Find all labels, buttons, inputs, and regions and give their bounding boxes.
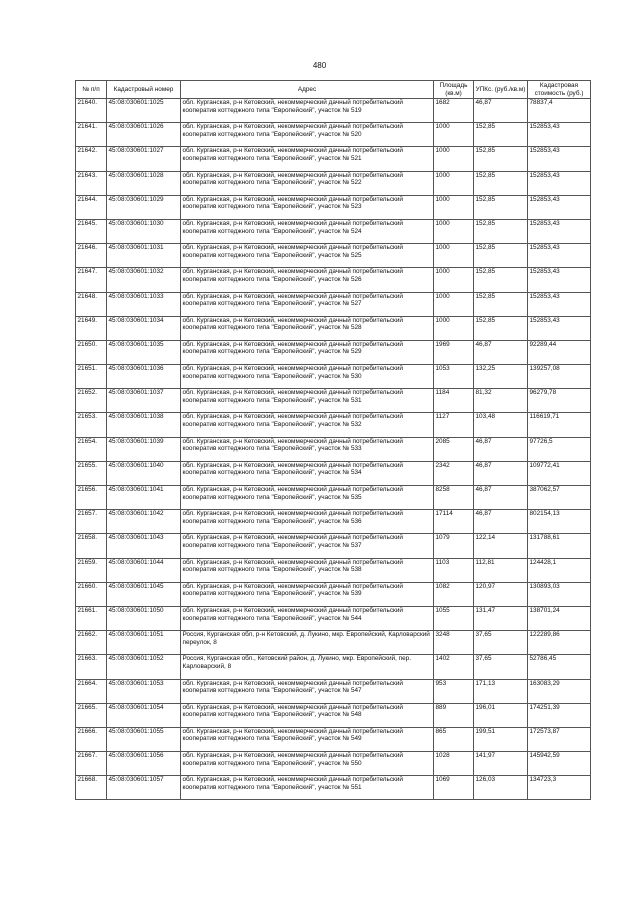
address-cell: обл. Курганская, р-н Кетовский, некоммерческий дачный потребительский кооператив коттеджного типа "Европейский", участок № 531 xyxy=(181,389,434,413)
area-cell: 2085 xyxy=(434,437,474,461)
cadastral-number-cell: 45:08:030601:1026 xyxy=(107,123,181,147)
upks-cell: 132,25 xyxy=(474,365,528,389)
row-number-cell: 21642. xyxy=(76,147,107,171)
upks-cell: 120,97 xyxy=(474,582,528,606)
upks-cell: 46,87 xyxy=(474,510,528,534)
upks-cell: 122,14 xyxy=(474,534,528,558)
header-cadastral-number: Кадастровый номер xyxy=(107,81,181,99)
table-row xyxy=(76,679,591,703)
table-row xyxy=(76,752,591,776)
cadastral-number-cell: 45:08:030601:1031 xyxy=(107,244,181,268)
upks-cell: 141,97 xyxy=(474,752,528,776)
row-number-cell: 21659. xyxy=(76,558,107,582)
row-number-cell: 21640. xyxy=(76,99,107,123)
row-number-cell: 21660. xyxy=(76,582,107,606)
upks-cell: 199,51 xyxy=(474,727,528,751)
address-cell: Россия, Курганская обл, р-н Кетовский, д. Лукино, мкр. Европейский, Карловарский переулок, 8 xyxy=(181,631,434,655)
address-cell: обл. Курганская, р-н Кетовский, некоммерческий дачный потребительский кооператив коттеджного типа "Европейский", участок № 522 xyxy=(181,171,434,195)
cadastral-value-cell: 109772,41 xyxy=(528,461,591,485)
upks-cell: 46,87 xyxy=(474,461,528,485)
area-cell: 1055 xyxy=(434,606,474,630)
cadastral-number-cell: 45:08:030601:1028 xyxy=(107,171,181,195)
table-row xyxy=(76,776,591,800)
cadastral-number-cell: 45:08:030601:1055 xyxy=(107,727,181,751)
address-cell: обл. Курганская, р-н Кетовский, некоммерческий дачный потребительский кооператив коттеджного типа "Европейский", участок № 530 xyxy=(181,365,434,389)
cadastral-number-cell: 45:08:030601:1041 xyxy=(107,486,181,510)
cadastral-value-cell: 152853,43 xyxy=(528,316,591,340)
row-number-cell: 21646. xyxy=(76,244,107,268)
row-number-cell: 21664. xyxy=(76,679,107,703)
area-cell: 1000 xyxy=(434,219,474,243)
cadastral-value-cell: 152853,43 xyxy=(528,171,591,195)
cadastral-value-cell: 124428,1 xyxy=(528,558,591,582)
cadastral-value-cell: 152853,43 xyxy=(528,123,591,147)
area-cell: 865 xyxy=(434,727,474,751)
table-row xyxy=(76,171,591,195)
address-cell: обл. Курганская, р-н Кетовский, некоммерческий дачный потребительский кооператив коттеджного типа "Европейский", участок № 528 xyxy=(181,316,434,340)
cadastral-value-cell: 174251,39 xyxy=(528,703,591,727)
address-cell: обл. Курганская, р-н Кетовский, некоммерческий дачный потребительский кооператив коттеджного типа "Европейский", участок № 535 xyxy=(181,486,434,510)
upks-cell: 112,81 xyxy=(474,558,528,582)
address-cell: обл. Курганская, р-н Кетовский, некоммерческий дачный потребительский кооператив коттеджного типа "Европейский", участок № 532 xyxy=(181,413,434,437)
cadastral-number-cell: 45:08:030601:1034 xyxy=(107,316,181,340)
area-cell: 1082 xyxy=(434,582,474,606)
address-cell: обл. Курганская, р-н Кетовский, некоммерческий дачный потребительский кооператив коттеджного типа "Европейский", участок № 536 xyxy=(181,510,434,534)
cadastral-value-cell: 802154,13 xyxy=(528,510,591,534)
upks-cell: 37,65 xyxy=(474,631,528,655)
cadastral-number-cell: 45:08:030601:1032 xyxy=(107,268,181,292)
table-row xyxy=(76,703,591,727)
row-number-cell: 21653. xyxy=(76,413,107,437)
upks-cell: 46,87 xyxy=(474,99,528,123)
row-number-cell: 21668. xyxy=(76,776,107,800)
row-number-cell: 21644. xyxy=(76,195,107,219)
address-cell: обл. Курганская, р-н Кетовский, некоммерческий дачный потребительский кооператив коттеджного типа "Европейский", участок № 523 xyxy=(181,195,434,219)
cadastral-number-cell: 45:08:030601:1057 xyxy=(107,776,181,800)
table-row xyxy=(76,147,591,171)
row-number-cell: 21658. xyxy=(76,534,107,558)
area-cell: 1682 xyxy=(434,99,474,123)
table-row xyxy=(76,631,591,655)
header-upks: УПКс. (руб./кв.м) xyxy=(474,81,528,99)
area-cell: 1053 xyxy=(434,365,474,389)
cadastral-number-cell: 45:08:030601:1045 xyxy=(107,582,181,606)
table-row xyxy=(76,195,591,219)
address-cell: обл. Курганская, р-н Кетовский, некоммерческий дачный потребительский кооператив коттеджного типа "Европейский", участок № 538 xyxy=(181,558,434,582)
area-cell: 1184 xyxy=(434,389,474,413)
area-cell: 8258 xyxy=(434,486,474,510)
upks-cell: 81,32 xyxy=(474,389,528,413)
address-cell: обл. Курганская, р-н Кетовский, некоммерческий дачный потребительский кооператив коттеджного типа "Европейский", участок № 549 xyxy=(181,727,434,751)
row-number-cell: 21654. xyxy=(76,437,107,461)
cadastral-value-cell: 172573,87 xyxy=(528,727,591,751)
cadastral-value-cell: 152853,43 xyxy=(528,292,591,316)
cadastral-number-cell: 45:08:030601:1043 xyxy=(107,534,181,558)
cadastral-number-cell: 45:08:030601:1036 xyxy=(107,365,181,389)
address-cell: обл. Курганская, р-н Кетовский, некоммерческий дачный потребительский кооператив коттеджного типа "Европейский", участок № 529 xyxy=(181,340,434,364)
area-cell: 17114 xyxy=(434,510,474,534)
area-cell: 1127 xyxy=(434,413,474,437)
address-cell: обл. Курганская, р-н Кетовский, некоммерческий дачный потребительский кооператив коттеджного типа "Европейский", участок № 526 xyxy=(181,268,434,292)
cadastral-value-cell: 152853,43 xyxy=(528,219,591,243)
page-number: 480 xyxy=(312,61,327,70)
upks-cell: 152,85 xyxy=(474,219,528,243)
row-number-cell: 21651. xyxy=(76,365,107,389)
address-cell: обл. Курганская, р-н Кетовский, некоммерческий дачный потребительский кооператив коттеджного типа "Европейский", участок № 537 xyxy=(181,534,434,558)
header-area: Площадь (кв.м) xyxy=(434,81,474,99)
area-cell: 1000 xyxy=(434,244,474,268)
area-cell: 1000 xyxy=(434,316,474,340)
table-row xyxy=(76,99,591,123)
area-cell: 1000 xyxy=(434,195,474,219)
row-number-cell: 21663. xyxy=(76,655,107,679)
upks-cell: 46,87 xyxy=(474,486,528,510)
cadastral-value-cell: 139257,08 xyxy=(528,365,591,389)
cadastral-number-cell: 45:08:030601:1056 xyxy=(107,752,181,776)
cadastral-number-cell: 45:08:030601:1053 xyxy=(107,679,181,703)
cadastral-value-cell: 145942,59 xyxy=(528,752,591,776)
upks-cell: 152,85 xyxy=(474,268,528,292)
address-cell: обл. Курганская, р-н Кетовский, некоммерческий дачный потребительский кооператив коттеджного типа "Европейский", участок № 548 xyxy=(181,703,434,727)
area-cell: 1969 xyxy=(434,340,474,364)
area-cell: 1000 xyxy=(434,123,474,147)
table-row xyxy=(76,534,591,558)
cadastral-value-cell: 131788,61 xyxy=(528,534,591,558)
area-cell: 889 xyxy=(434,703,474,727)
cadastral-number-cell: 45:08:030601:1054 xyxy=(107,703,181,727)
row-number-cell: 21643. xyxy=(76,171,107,195)
upks-cell: 37,65 xyxy=(474,655,528,679)
cadastral-value-cell: 96279,78 xyxy=(528,389,591,413)
address-cell: обл. Курганская, р-н Кетовский, некоммерческий дачный потребительский кооператив коттеджного типа "Европейский", участок № 550 xyxy=(181,752,434,776)
cadastral-number-cell: 45:08:030601:1051 xyxy=(107,631,181,655)
upks-cell: 152,85 xyxy=(474,244,528,268)
table-row xyxy=(76,123,591,147)
table-row xyxy=(76,340,591,364)
row-number-cell: 21647. xyxy=(76,268,107,292)
table-row xyxy=(76,389,591,413)
area-cell: 953 xyxy=(434,679,474,703)
area-cell: 1079 xyxy=(434,534,474,558)
cadastral-value-cell: 152853,43 xyxy=(528,268,591,292)
cadastral-value-cell: 122289,86 xyxy=(528,631,591,655)
table-body xyxy=(76,99,591,800)
upks-cell: 152,85 xyxy=(474,171,528,195)
upks-cell: 152,85 xyxy=(474,195,528,219)
row-number-cell: 21655. xyxy=(76,461,107,485)
address-cell: обл. Курганская, р-н Кетовский, некоммерческий дачный потребительский кооператив коттеджного типа "Европейский", участок № 524 xyxy=(181,219,434,243)
cadastral-value-cell: 92289,44 xyxy=(528,340,591,364)
area-cell: 1000 xyxy=(434,268,474,292)
address-cell: обл. Курганская, р-н Кетовский, некоммерческий дачный потребительский кооператив коттеджного типа "Европейский", участок № 544 xyxy=(181,606,434,630)
cadastral-value-cell: 152853,43 xyxy=(528,195,591,219)
upks-cell: 126,03 xyxy=(474,776,528,800)
address-cell: обл. Курганская, р-н Кетовский, некоммерческий дачный потребительский кооператив коттеджного типа "Европейский", участок № 527 xyxy=(181,292,434,316)
area-cell: 1000 xyxy=(434,292,474,316)
address-cell: обл. Курганская, р-н Кетовский, некоммерческий дачный потребительский кооператив коттеджного типа "Европейский", участок № 519 xyxy=(181,99,434,123)
cadastral-number-cell: 45:08:030601:1030 xyxy=(107,219,181,243)
cadastral-number-cell: 45:08:030601:1027 xyxy=(107,147,181,171)
upks-cell: 152,85 xyxy=(474,147,528,171)
row-number-cell: 21649. xyxy=(76,316,107,340)
row-number-cell: 21662. xyxy=(76,631,107,655)
upks-cell: 103,48 xyxy=(474,413,528,437)
row-number-cell: 21652. xyxy=(76,389,107,413)
area-cell: 1103 xyxy=(434,558,474,582)
area-cell: 2342 xyxy=(434,461,474,485)
address-cell: обл. Курганская, р-н Кетовский, некоммерческий дачный потребительский кооператив коттеджного типа "Европейский", участок № 520 xyxy=(181,123,434,147)
cadastral-value-cell: 152853,43 xyxy=(528,244,591,268)
header-row-number: № п/п xyxy=(76,81,107,99)
cadastral-value-cell: 52786,45 xyxy=(528,655,591,679)
upks-cell: 152,85 xyxy=(474,123,528,147)
cadastral-number-cell: 45:08:030601:1025 xyxy=(107,99,181,123)
cadastral-number-cell: 45:08:030601:1037 xyxy=(107,389,181,413)
cadastral-number-cell: 45:08:030601:1050 xyxy=(107,606,181,630)
upks-cell: 152,85 xyxy=(474,316,528,340)
table-row xyxy=(76,558,591,582)
row-number-cell: 21665. xyxy=(76,703,107,727)
cadastral-value-table xyxy=(75,80,591,800)
table-row xyxy=(76,510,591,534)
table-row xyxy=(76,727,591,751)
row-number-cell: 21645. xyxy=(76,219,107,243)
upks-cell: 171,13 xyxy=(474,679,528,703)
cadastral-value-cell: 78837,4 xyxy=(528,99,591,123)
address-cell: обл. Курганская, р-н Кетовский, некоммерческий дачный потребительский кооператив коттеджного типа "Европейский", участок № 521 xyxy=(181,147,434,171)
cadastral-value-cell: 387062,57 xyxy=(528,486,591,510)
row-number-cell: 21657. xyxy=(76,510,107,534)
table-row xyxy=(76,461,591,485)
area-cell: 1069 xyxy=(434,776,474,800)
area-cell: 3248 xyxy=(434,631,474,655)
cadastral-number-cell: 45:08:030601:1033 xyxy=(107,292,181,316)
address-cell: Россия, Курганская обл., Кетовский район, д. Лукино, мкр. Европейский, пер. Карловарский, 8 xyxy=(181,655,434,679)
address-cell: обл. Курганская, р-н Кетовский, некоммерческий дачный потребительский кооператив коттеджного типа "Европейский", участок № 533 xyxy=(181,437,434,461)
header-cadastral-value: Кадастровая стоимость (руб.) xyxy=(528,81,591,99)
upks-cell: 152,85 xyxy=(474,292,528,316)
cadastral-number-cell: 45:08:030601:1040 xyxy=(107,461,181,485)
cadastral-number-cell: 45:08:030601:1042 xyxy=(107,510,181,534)
table-row xyxy=(76,365,591,389)
cadastral-value-cell: 116619,71 xyxy=(528,413,591,437)
table-header xyxy=(76,81,591,99)
cadastral-value-cell: 97726,5 xyxy=(528,437,591,461)
row-number-cell: 21666. xyxy=(76,727,107,751)
cadastral-value-cell: 152853,43 xyxy=(528,147,591,171)
row-number-cell: 21661. xyxy=(76,606,107,630)
table-row xyxy=(76,316,591,340)
cadastral-number-cell: 45:08:030601:1029 xyxy=(107,195,181,219)
row-number-cell: 21648. xyxy=(76,292,107,316)
cadastral-number-cell: 45:08:030601:1044 xyxy=(107,558,181,582)
table-row xyxy=(76,582,591,606)
table-row xyxy=(76,486,591,510)
table-row xyxy=(76,606,591,630)
cadastral-number-cell: 45:08:030601:1035 xyxy=(107,340,181,364)
area-cell: 1402 xyxy=(434,655,474,679)
address-cell: обл. Курганская, р-н Кетовский, некоммерческий дачный потребительский кооператив коттеджного типа "Европейский", участок № 551 xyxy=(181,776,434,800)
upks-cell: 196,01 xyxy=(474,703,528,727)
area-cell: 1000 xyxy=(434,171,474,195)
row-number-cell: 21641. xyxy=(76,123,107,147)
row-number-cell: 21667. xyxy=(76,752,107,776)
table-row xyxy=(76,437,591,461)
cadastral-number-cell: 45:08:030601:1038 xyxy=(107,413,181,437)
table-row xyxy=(76,268,591,292)
upks-cell: 46,87 xyxy=(474,437,528,461)
area-cell: 1000 xyxy=(434,147,474,171)
address-cell: обл. Курганская, р-н Кетовский, некоммерческий дачный потребительский кооператив коттеджного типа "Европейский", участок № 539 xyxy=(181,582,434,606)
address-cell: обл. Курганская, р-н Кетовский, некоммерческий дачный потребительский кооператив коттеджного типа "Европейский", участок № 525 xyxy=(181,244,434,268)
cadastral-number-cell: 45:08:030601:1052 xyxy=(107,655,181,679)
cadastral-value-cell: 138701,24 xyxy=(528,606,591,630)
address-cell: обл. Курганская, р-н Кетовский, некоммерческий дачный потребительский кооператив коттеджного типа "Европейский", участок № 534 xyxy=(181,461,434,485)
row-number-cell: 21650. xyxy=(76,340,107,364)
cadastral-value-cell: 134723,3 xyxy=(528,776,591,800)
header-address: Адрес xyxy=(181,81,434,99)
address-cell: обл. Курганская, р-н Кетовский, некоммерческий дачный потребительский кооператив коттеджного типа "Европейский", участок № 547 xyxy=(181,679,434,703)
upks-cell: 46,87 xyxy=(474,340,528,364)
cadastral-value-cell: 163083,29 xyxy=(528,679,591,703)
cadastral-number-cell: 45:08:030601:1039 xyxy=(107,437,181,461)
area-cell: 1028 xyxy=(434,752,474,776)
table-row xyxy=(76,219,591,243)
table-row xyxy=(76,292,591,316)
table-row xyxy=(76,244,591,268)
table-row xyxy=(76,655,591,679)
row-number-cell: 21656. xyxy=(76,486,107,510)
cadastral-value-cell: 130893,03 xyxy=(528,582,591,606)
upks-cell: 131,47 xyxy=(474,606,528,630)
table-row xyxy=(76,413,591,437)
